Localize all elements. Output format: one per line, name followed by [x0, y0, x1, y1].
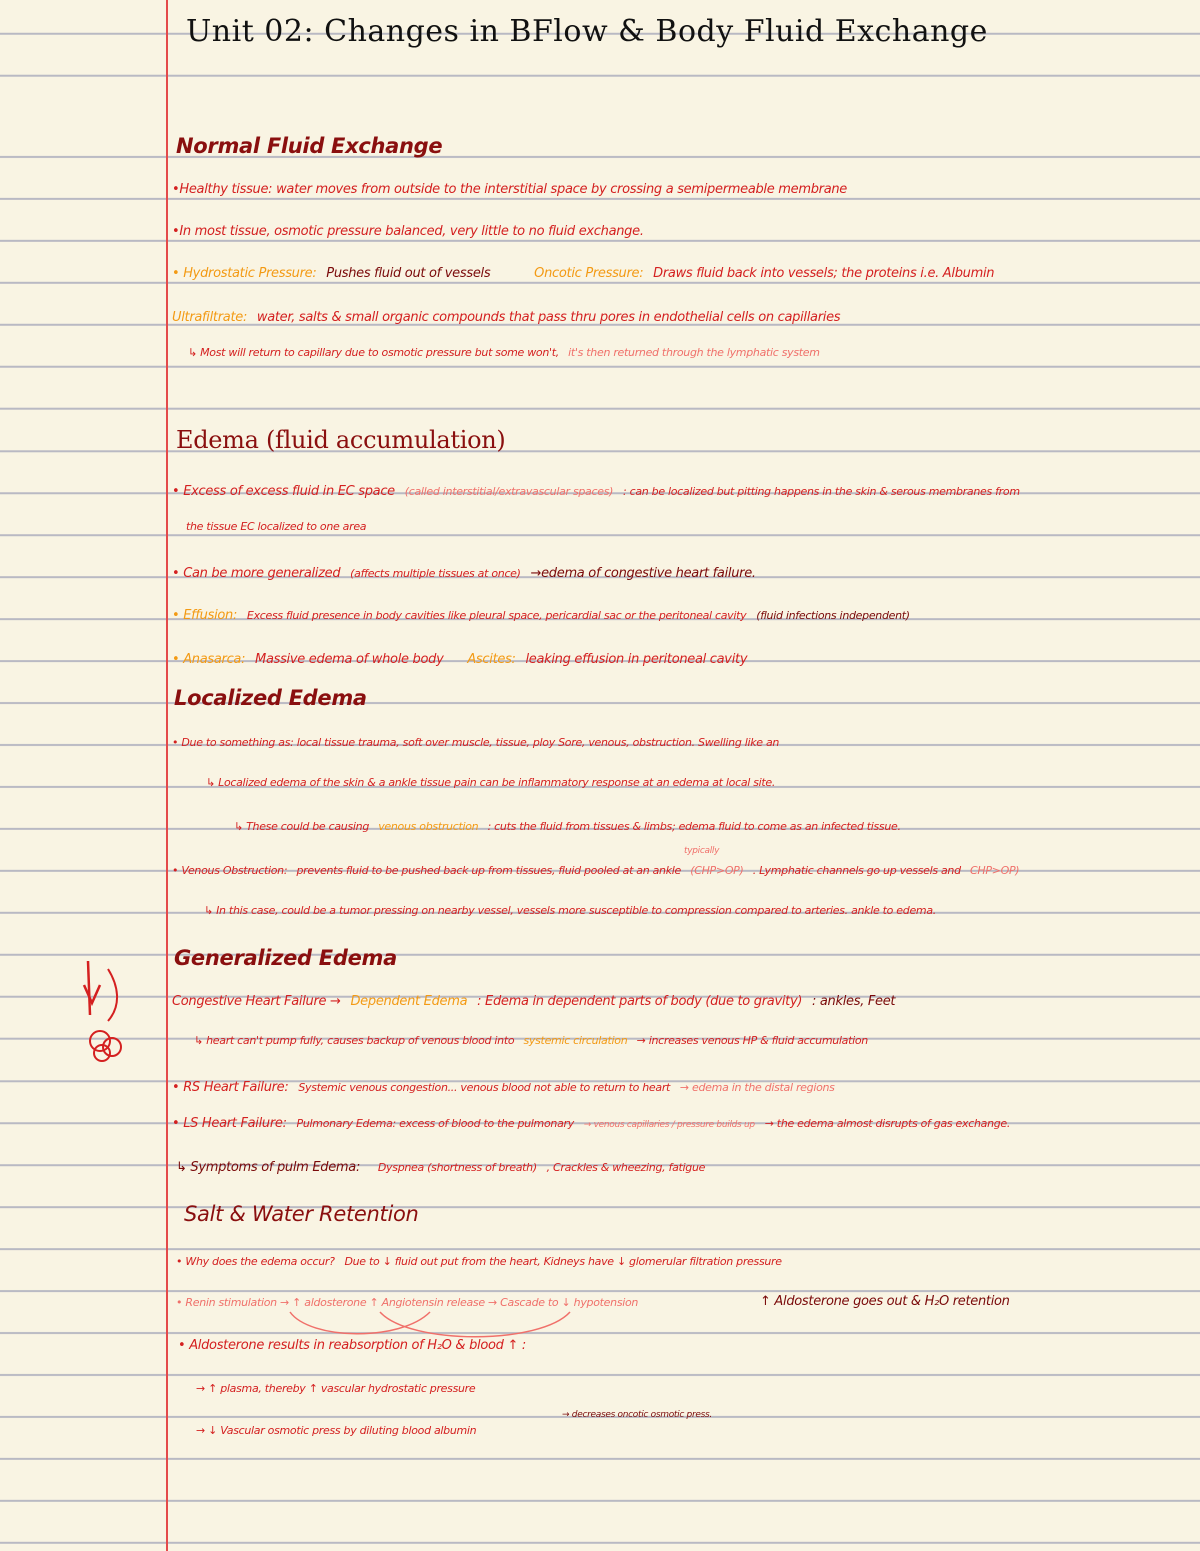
note-text: Congestive Heart Failure →: [172, 994, 341, 1009]
note-text: : can be localized but pitting happens in the skin & serous membranes from: [622, 485, 1020, 498]
note-text: . Lymphatic channels go up vessels and: [752, 864, 961, 877]
note-line: • Due to something as: local tissue trauma, soft over muscle, tissue, ploy Sore, venous, obstruction. Swelling like an: [172, 736, 780, 749]
note-text: • Why does the edema occur?: [176, 1255, 335, 1268]
note-line: the tissue EC localized to one area: [186, 520, 367, 533]
section-heading-edema: Edema (fluid accumulation): [176, 426, 506, 454]
note-term: ↳ Symptoms of pulm Edema:: [176, 1160, 361, 1175]
note-text: Draws fluid back into vessels; the proteins i.e. Albumin: [653, 266, 995, 281]
note-term: Oncotic Pressure:: [534, 266, 644, 281]
note-line: [172, 864, 1019, 877]
note-text: water, salts & small organic compounds that pass thru pores in endothelial cells on capillaries: [256, 310, 841, 325]
note-line: [172, 566, 756, 581]
section-heading-normal-fluid-exchange: Normal Fluid Exchange: [176, 134, 443, 158]
note-line: [172, 1080, 835, 1095]
note-text: • Can be more generalized: [172, 566, 341, 581]
note-line: [172, 652, 747, 667]
section-heading-localized-edema: Localized Edema: [174, 686, 367, 710]
note-line: [172, 994, 895, 1009]
note-text: Excess fluid presence in body cavities like pleural space, pericardial sac or the peritoneal cavity: [246, 609, 747, 622]
note-text: ↳ Most will return to capillary due to osmotic pressure but some won't,: [188, 346, 559, 359]
note-aside: → edema in the distal regions: [679, 1081, 835, 1094]
note-line: [172, 1116, 1010, 1131]
note-term: • LS Heart Failure:: [172, 1116, 287, 1131]
note-text: → increases venous HP & fluid accumulation: [636, 1034, 868, 1047]
note-term: Dependent Edema: [350, 994, 468, 1009]
note-term: • RS Heart Failure:: [172, 1080, 289, 1095]
note-term: venous obstruction: [378, 820, 479, 833]
note-text: → ↓ Vascular osmotic press by diluting blood albumin: [196, 1424, 477, 1437]
note-term: • Effusion:: [172, 608, 238, 623]
note-line: ↳ In this case, could be a tumor pressing on nearby vessel, vessels more susceptible to compression compared to arteries. ankle to edema.: [204, 904, 936, 917]
note-text: • Renin stimulation → ↑ aldosterone ↑ Angiotensin release → Cascade to ↓ hypotension: [176, 1296, 639, 1309]
note-text: leaking effusion in peritoneal cavity: [525, 652, 748, 667]
note-term: Ascites:: [467, 652, 516, 667]
note-term: • Anasarca:: [172, 652, 246, 667]
note-text: • Excess of excess fluid in EC space: [172, 484, 395, 499]
note-text: Due to ↓ fluid out put from the heart, Kidneys have ↓ glomerular filtration pressure: [344, 1255, 782, 1268]
note-line: [172, 608, 910, 623]
note-text: : Edema in dependent parts of body (due to gravity): [477, 994, 803, 1009]
note-aside: (fluid infections independent): [756, 609, 910, 622]
note-line: [188, 346, 820, 359]
section-heading-generalized-edema: Generalized Edema: [174, 946, 397, 970]
note-text: Massive edema of whole body: [255, 652, 444, 667]
note-aside: (CHP>OP): [690, 864, 744, 877]
note-line: [176, 1160, 705, 1175]
note-text: : cuts the fluid from tissues & limbs; edema fluid to come as an infected tissue.: [487, 820, 901, 833]
note-text: Systemic venous congestion... venous blood not able to return to heart: [298, 1081, 671, 1094]
note-line: → ↑ plasma, thereby ↑ vascular hydrostatic pressure: [196, 1382, 476, 1395]
note-text: →edema of congestive heart failure.: [530, 566, 756, 581]
note-aside: CHP>OP): [969, 864, 1020, 877]
note-term: • Hydrostatic Pressure:: [172, 266, 317, 281]
note-line: [234, 820, 901, 833]
note-line: [172, 266, 994, 281]
page-title: Unit 02: Changes in BFlow & Body Fluid Exchange: [186, 14, 988, 49]
note-annotation: typically: [684, 846, 720, 856]
note-text: prevents fluid to be pushed back up from tissues, fluid pooled at an ankle: [296, 864, 682, 877]
note-line: •Healthy tissue: water moves from outside to the interstitial space by crossing a semipermeable membrane: [172, 182, 848, 197]
note-line: • Aldosterone results in reabsorption of H₂O & blood ↑ :: [178, 1338, 526, 1353]
note-line: [172, 310, 840, 325]
note-text: ↳ These could be causing: [234, 820, 369, 833]
note-line: [176, 1296, 638, 1309]
note-text: Pushes fluid out of vessels: [326, 266, 491, 281]
margin-line: [166, 0, 168, 1551]
note-text: : ankles, Feet: [811, 994, 896, 1009]
note-line: [172, 484, 1020, 499]
note-line: ↳ Localized edema of the skin & a ankle tissue pain can be inflammatory response at an edema at local site.: [206, 776, 776, 789]
note-term: • Venous Obstruction:: [172, 864, 288, 877]
note-term: systemic circulation: [523, 1034, 628, 1047]
note-text: it's then returned through the lymphatic system: [568, 346, 820, 359]
note-text: , Crackles & wheezing, fatigue: [546, 1161, 706, 1174]
note-line: [196, 1424, 476, 1437]
note-line: [176, 1254, 782, 1269]
note-term: Ultrafiltrate:: [172, 310, 248, 325]
note-text: Dyspnea (shortness of breath): [377, 1161, 537, 1174]
margin-doodle-arrow-icon: [78, 955, 138, 1075]
note-line: ↑ Aldosterone goes out & H₂O retention: [760, 1294, 1010, 1309]
note-annotation: → decreases oncotic osmotic press.: [562, 1410, 712, 1420]
note-aside: → venous capillaries / pressure builds up: [583, 1120, 755, 1130]
note-text: → the edema almost disrupts of gas exchange.: [764, 1117, 1011, 1130]
note-aside: (affects multiple tissues at once): [350, 567, 521, 580]
note-line: •In most tissue, osmotic pressure balanced, very little to no fluid exchange.: [172, 224, 644, 239]
note-text: Pulmonary Edema: excess of blood to the pulmonary: [296, 1117, 574, 1130]
note-text: ↳ heart can't pump fully, causes backup of venous blood into: [194, 1034, 515, 1047]
note-aside: (called interstitial/extravascular spaces): [404, 485, 614, 498]
note-line: [194, 1034, 868, 1047]
section-heading-salt-water-retention: Salt & Water Retention: [184, 1202, 419, 1226]
